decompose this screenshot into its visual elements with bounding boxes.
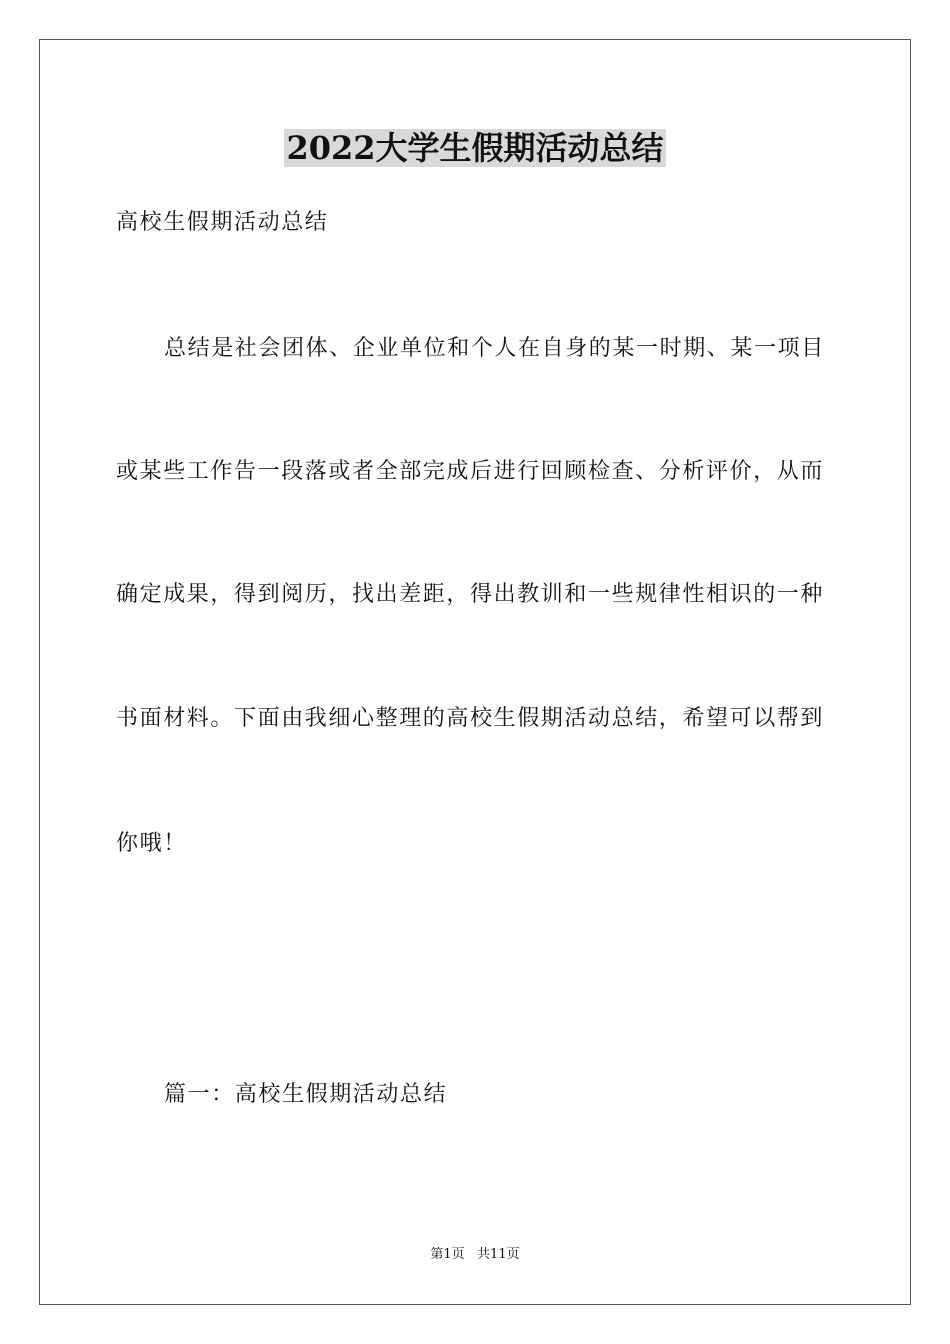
intro-line-1: 总结是社会团体、企业单位和个人在自身的某一时期、某一项目 <box>164 336 825 361</box>
document-title-text: 2022大学生假期活动总结 <box>286 129 664 167</box>
intro-line-3: 确定成果，得到阅历，找出差距，得出教训和一些规律性相识的一种 <box>116 582 825 607</box>
document-title <box>0 126 950 170</box>
section-heading: 篇一：高校生假期活动总结 <box>164 1082 448 1107</box>
intro-line-4: 书面材料。下面由我细心整理的高校生假期活动总结，希望可以帮到 <box>116 706 825 731</box>
document-subtitle: 高校生假期活动总结 <box>116 210 329 235</box>
intro-line-5: 你哦！ <box>116 831 187 856</box>
intro-line-2: 或某些工作告一段落或者全部完成后进行回顾检查、分析评价，从而 <box>116 459 825 484</box>
page-footer: 第1页 共11页 <box>430 1247 520 1262</box>
